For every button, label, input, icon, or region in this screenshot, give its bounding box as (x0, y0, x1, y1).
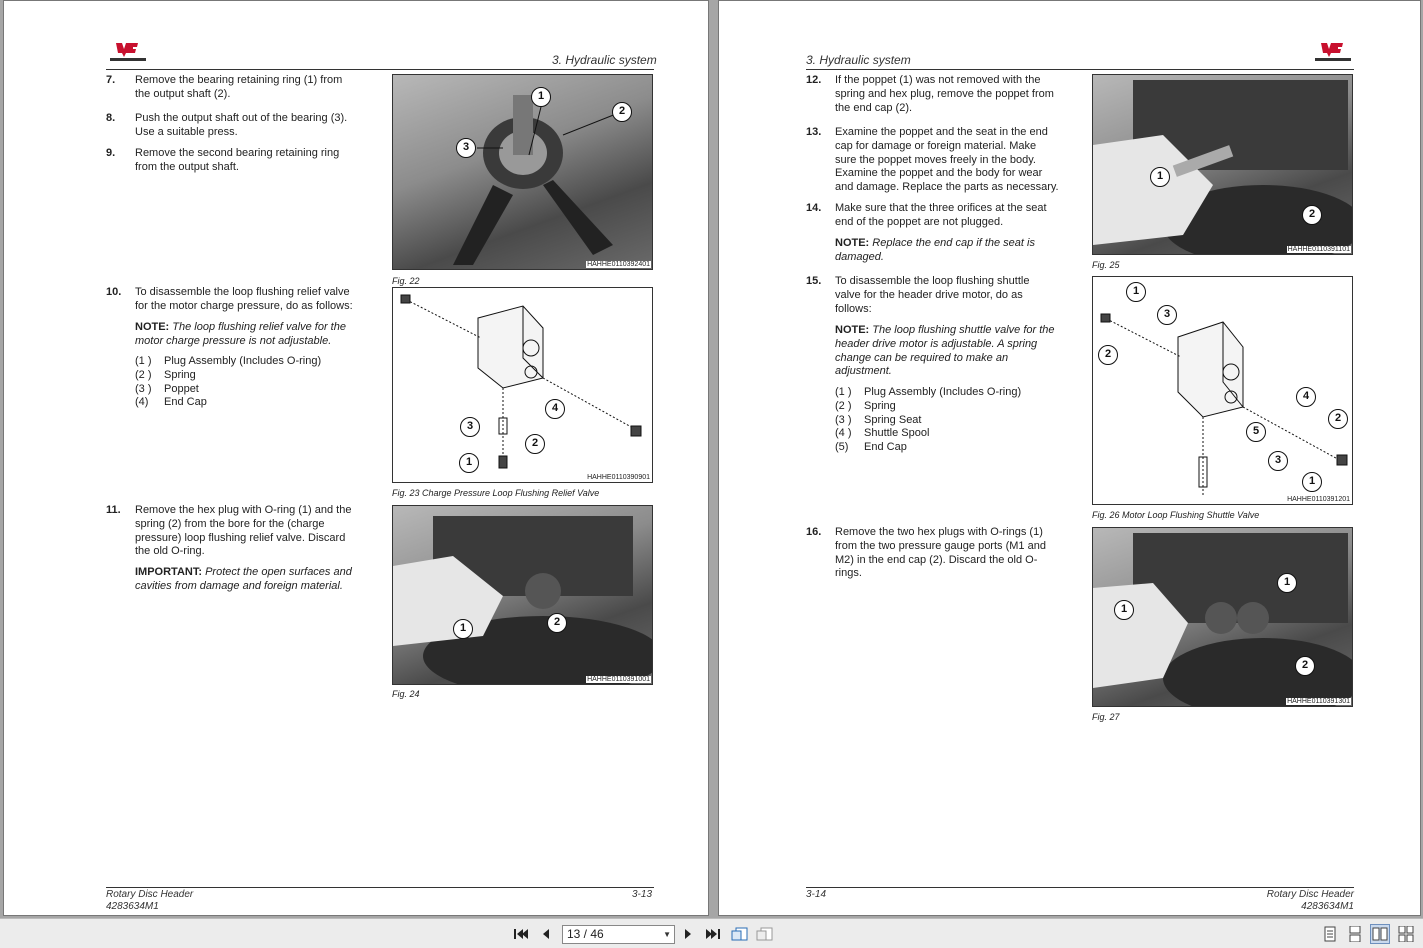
note-15: NOTE: The loop flushing shuttle valve for the header drive motor is adjustable. A spring change can be required to make an adjustment. (835, 324, 1055, 378)
massey-ferguson-logo (108, 41, 148, 63)
list-item: (4 ) Shuttle Spool (835, 427, 930, 440)
fit-width-button[interactable] (755, 924, 775, 944)
prev-page-icon (540, 927, 552, 941)
list-item: (3 ) Poppet (135, 382, 199, 395)
last-page-icon (705, 927, 721, 941)
page-number: 3-13 (632, 889, 653, 900)
fit-width-icon (756, 926, 774, 942)
next-page-button[interactable] (678, 924, 698, 944)
last-page-button[interactable] (703, 924, 723, 944)
important-11: IMPORTANT: Protect the open surfaces and cavities from damage and foreign material. (135, 566, 352, 592)
page-header: 3. Hydraulic system (552, 53, 657, 67)
page-header: 3. Hydraulic system (806, 53, 911, 67)
two-page-icon (1372, 926, 1388, 942)
fit-page-button[interactable] (730, 924, 750, 944)
note-10: NOTE: The loop flushing relief valve for the motor charge pressure is not adjustable. (135, 321, 346, 347)
header-rule (106, 69, 654, 70)
page-3-13: 3. Hydraulic system 7. Remove the bearing retaining ring (1) from the output shaft (2). 8. Push the output shaft out of the bearing (3). Use a suitable press. 9. Remove the second bearing retaining ring from the output shaft. 1 2 3 HAHHE0110392401 Fig. 22 10. To disassemble the loop flushing relief valve for the motor charge pressure, do as follows: NOTE: The loop flushing relief valve for the motor charge pressure is not adjustable. (1 ) Plug Assembly (Includes O-ring) (2 ) Spring (3 ) Poppet (4) End Cap 4 3 2 1 HAHHE0110390901 Fig. 23 Charge Pressure Loop Flushing Relief Valve 11. Remove the hex plug with O-ring (1) and the spring (2) from the bore for the (charge pressure) loop flushing relief valve. Discard the old O-ring. IMPORTANT: Protect the open surfaces and cavities from damage and foreign material. 1 2 HAHHE0110391001 Fig. 24 Rotary Disc Header 4283634M1 3-13 (3, 0, 709, 916)
figure-23-caption: Fig. 23 Charge Pressure Loop Flushing Relief Valve (392, 488, 600, 498)
parts-list-10 (135, 355, 321, 410)
figure-24-caption: Fig. 24 (392, 689, 420, 699)
two-page-continuous-view-button[interactable] (1396, 924, 1416, 944)
footer-title: Rotary Disc Header 4283634M1 (106, 889, 194, 912)
header-rule (806, 69, 1354, 70)
navigation-toolbar (0, 918, 1423, 948)
prev-page-button[interactable] (536, 924, 556, 944)
footer-rule (806, 887, 1354, 888)
list-item: (2 ) Spring (835, 399, 896, 412)
two-page-continuous-icon (1398, 926, 1414, 942)
page-3-14: 3. Hydraulic system 12. If the poppet (1) was not removed with the spring and hex plug, remove the poppet from the end cap (2). 13. Examine the poppet and the seat in the end cap for damage or foreign material. Make sure the poppet moves freely in the body. Examine the poppet and the body for wear and damage. Replace the parts as necessary. 14. Make sure that the three orifices at the seat end of the poppet are not plugged. NOTE: Replace the end cap if the seat is damaged. 1 2 HAHHE0110391101 Fig. 25 15. To disassemble the loop flushing shuttle valve for the header drive motor, do as follows: NOTE: The loop flushing shuttle valve for the header drive motor is adjustable. A spring change can be required to make an adjustment. (1 ) Plug Assembly (Includes O-ring) (2 ) Spring (3 ) Spring Seat (4 ) Shuttle Spool (5) End Cap 1 3 2 4 2 5 3 1 HAHHE0110391201 Fig. 26 Motor Loop Flushing Shuttle Valve 16. Remove the two hex plugs with O-rings (1) from the two pressure gauge ports (M1 and M2) in the end cap (2). Discard the old O- rings. 1 1 2 HAHHE0110391301 Fig. 27 3-14 Rotary Disc Header 4283634M1 (718, 0, 1421, 916)
figure-26-diagram: 1 3 2 4 2 5 3 1 HAHHE0110391201 (1092, 276, 1353, 505)
figure-27-image: 1 1 2 HAHHE0110391301 (1092, 527, 1353, 707)
figure-23-diagram: 4 3 2 1 HAHHE0110390901 (392, 287, 653, 483)
page-number: 3-14 (806, 889, 827, 900)
figure-27-caption: Fig. 27 (1092, 712, 1120, 722)
list-item: (4) End Cap (135, 396, 207, 409)
figure-26-caption: Fig. 26 Motor Loop Flushing Shuttle Valve (1092, 510, 1260, 520)
list-item: (1 ) Plug Assembly (Includes O-ring) (835, 386, 1022, 398)
chevron-down-icon[interactable]: ▼ (663, 930, 671, 939)
figure-25-image: 1 2 HAHHE0110391101 (1092, 74, 1353, 255)
first-page-button[interactable] (511, 924, 531, 944)
two-page-view-button[interactable] (1370, 924, 1390, 944)
page-number-input[interactable]: 13 / 46 ▼ (562, 925, 675, 944)
figure-22-image: 1 2 3 HAHHE0110392401 (392, 74, 653, 270)
massey-ferguson-logo (1313, 41, 1353, 63)
figure-22-caption: Fig. 22 (392, 276, 420, 286)
first-page-icon (513, 927, 529, 941)
parts-list-15 (835, 386, 1021, 455)
next-page-icon (682, 927, 694, 941)
continuous-view-button[interactable] (1345, 924, 1365, 944)
single-page-view-button[interactable] (1320, 924, 1340, 944)
list-item: (2 ) Spring (135, 368, 196, 381)
footer-title: Rotary Disc Header 4283634M1 (1266, 889, 1354, 912)
note-14: NOTE: Replace the end cap if the seat is damaged. (835, 237, 1035, 263)
figure-25-caption: Fig. 25 (1092, 260, 1120, 270)
figure-24-image: 1 2 HAHHE0110391001 (392, 505, 653, 685)
list-item: (1 ) Plug Assembly (Includes O-ring) (135, 355, 322, 367)
footer-rule (106, 887, 654, 888)
fit-page-icon (731, 926, 749, 942)
single-page-icon (1323, 926, 1337, 942)
list-item: (5) End Cap (835, 441, 907, 454)
continuous-icon (1348, 926, 1362, 942)
list-item: (3 ) Spring Seat (835, 413, 922, 426)
